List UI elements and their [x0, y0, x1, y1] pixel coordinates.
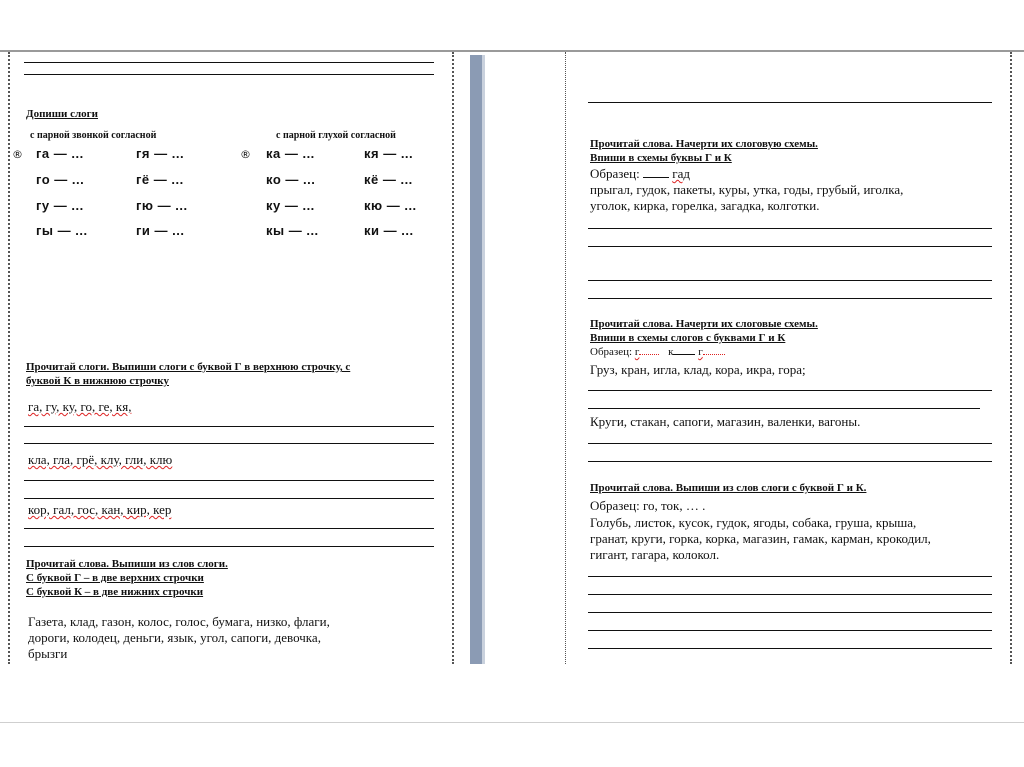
syllables-row-1: га, гу, ку, го, ге, кя, — [28, 399, 132, 414]
syllable-voiced-b-2: гё — ... — [136, 172, 184, 187]
syllable-voiceless-a-1: ка — ... — [266, 146, 315, 161]
task1-title: Допиши слоги — [26, 108, 99, 120]
writing-line — [24, 74, 434, 75]
task3-words-line3: брызги — [28, 646, 68, 661]
writing-line — [588, 102, 992, 103]
syllable-voiced-b-1: гя — ... — [136, 146, 185, 161]
task3-words-line1: Газета, клад, газон, колос, голос, бумага, низко, флаги, — [28, 614, 330, 629]
task3-line2: С буквой К – в две нижних строчки — [26, 586, 204, 598]
syllable-voiced-a-1: га — ... — [36, 146, 84, 161]
col-voiced-label: с парной звонкой согласной — [30, 130, 157, 141]
writing-line — [588, 461, 992, 462]
task4-sample — [590, 166, 690, 182]
syllable-voiced-a-2: го — ... — [36, 172, 85, 187]
sample-k: к — [668, 346, 674, 358]
sample-g1: г — [634, 346, 640, 358]
task3-words-line2: дороги, колодец, деньги, язык, угол, сапоги, девочка, — [28, 630, 321, 645]
writing-line — [588, 630, 992, 631]
bottom-border — [0, 722, 1024, 723]
page-spine-shadow — [482, 55, 485, 664]
syllable-voiceless-a-2: ко — ... — [266, 172, 316, 187]
task5-sample — [590, 346, 725, 358]
syllables-row-2: кла, гла, грё, клу, гли, клю — [28, 452, 173, 467]
task6-title: Прочитай слова. Выпиши из слов слоги с буквой Г и К. — [590, 482, 867, 494]
task6-sample: Образец: го, ток, … . — [590, 498, 706, 513]
writing-line — [588, 612, 992, 613]
syllable-voiceless-b-2: кё — ... — [364, 172, 413, 187]
writing-line — [24, 498, 434, 499]
syllable-voiceless-a-4: кы — ... — [266, 223, 319, 238]
task5-words-line1: Груз, кран, игла, клад, кора, икра, гора; — [590, 362, 806, 377]
writing-line — [588, 390, 992, 391]
task6-words-line1: Голубь, листок, кусок, гудок, ягоды, собака, груша, крыша, — [590, 515, 917, 530]
writing-line — [588, 280, 992, 281]
task4-title: Прочитай слова. Начерти их слоговую схемы. — [590, 138, 818, 150]
sample-blank — [673, 354, 695, 355]
writing-line — [588, 298, 992, 299]
writing-line — [588, 594, 992, 595]
task4-words-line2: уголок, кирка, горелка, загадка, колготки. — [590, 198, 820, 213]
writing-line — [24, 443, 434, 444]
syllable-voiced-b-3: гю — ... — [136, 198, 188, 213]
task4-words-line1: прыгал, гудок, пакеты, куры, утка, годы, грубый, иголка, — [590, 182, 904, 197]
sample-blank — [643, 167, 669, 178]
task4-subtitle: Впиши в схемы буквы Г и К — [590, 152, 732, 164]
syllable-voiceless-b-3: кю — ... — [364, 198, 417, 213]
task6-words-line3: гигант, гагара, колокол. — [590, 547, 720, 562]
task2-title-line1: Прочитай слоги. Выпиши слоги с буквой Г в верхнюю строчку, с — [26, 361, 351, 373]
task5-subtitle: Впиши в схемы слогов с буквами Г и К — [590, 332, 786, 344]
writing-line — [24, 62, 434, 63]
task6-words-line2: гранат, круги, горка, корка, магазин, гамак, карман, крокодил, — [590, 531, 931, 546]
syllable-voiceless-a-3: ку — ... — [266, 198, 315, 213]
task5-title: Прочитай слова. Начерти их слоговые схемы. — [590, 318, 818, 330]
writing-line — [24, 480, 434, 481]
sample-g2: г — [698, 346, 703, 358]
sample-blank — [703, 354, 725, 355]
page-spine — [470, 55, 482, 664]
syllable-voiced-a-3: гу — ... — [36, 198, 84, 213]
writing-line — [588, 228, 992, 229]
writing-line — [588, 443, 992, 444]
sample-label: Образец: — [590, 166, 640, 181]
syllable-voiceless-b-1: кя — ... — [364, 146, 414, 161]
syllables-row-3: кор, гал, гос, кан, кир, кер — [28, 502, 172, 517]
sample-word: гад — [672, 166, 690, 181]
sample-label: Образец: — [590, 346, 633, 358]
left-page — [8, 52, 454, 664]
bullet-marker: ® — [12, 148, 23, 161]
writing-line — [588, 246, 992, 247]
col-voiceless-label: с парной глухой согласной — [276, 130, 396, 141]
writing-line — [588, 648, 992, 649]
syllable-voiceless-b-4: ки — ... — [364, 223, 414, 238]
task3-title: Прочитай слова. Выпиши из слов слоги. — [26, 558, 228, 570]
syllable-voiced-a-4: гы — ... — [36, 223, 88, 238]
writing-line — [588, 576, 992, 577]
right-page — [565, 52, 1012, 664]
bullet-marker: ® — [240, 148, 251, 161]
task5-words-line2: Круги, стакан, сапоги, магазин, валенки, вагоны. — [590, 414, 861, 429]
writing-line — [588, 408, 980, 409]
sample-blank — [639, 354, 659, 355]
task3-line1: С буквой Г – в две верхних строчки — [26, 572, 204, 584]
task2-title-line2: буквой К в нижнюю строчку — [26, 375, 169, 387]
syllable-voiced-b-4: ги — ... — [136, 223, 185, 238]
writing-line — [24, 528, 434, 529]
writing-line — [24, 546, 434, 547]
writing-line — [24, 426, 434, 427]
